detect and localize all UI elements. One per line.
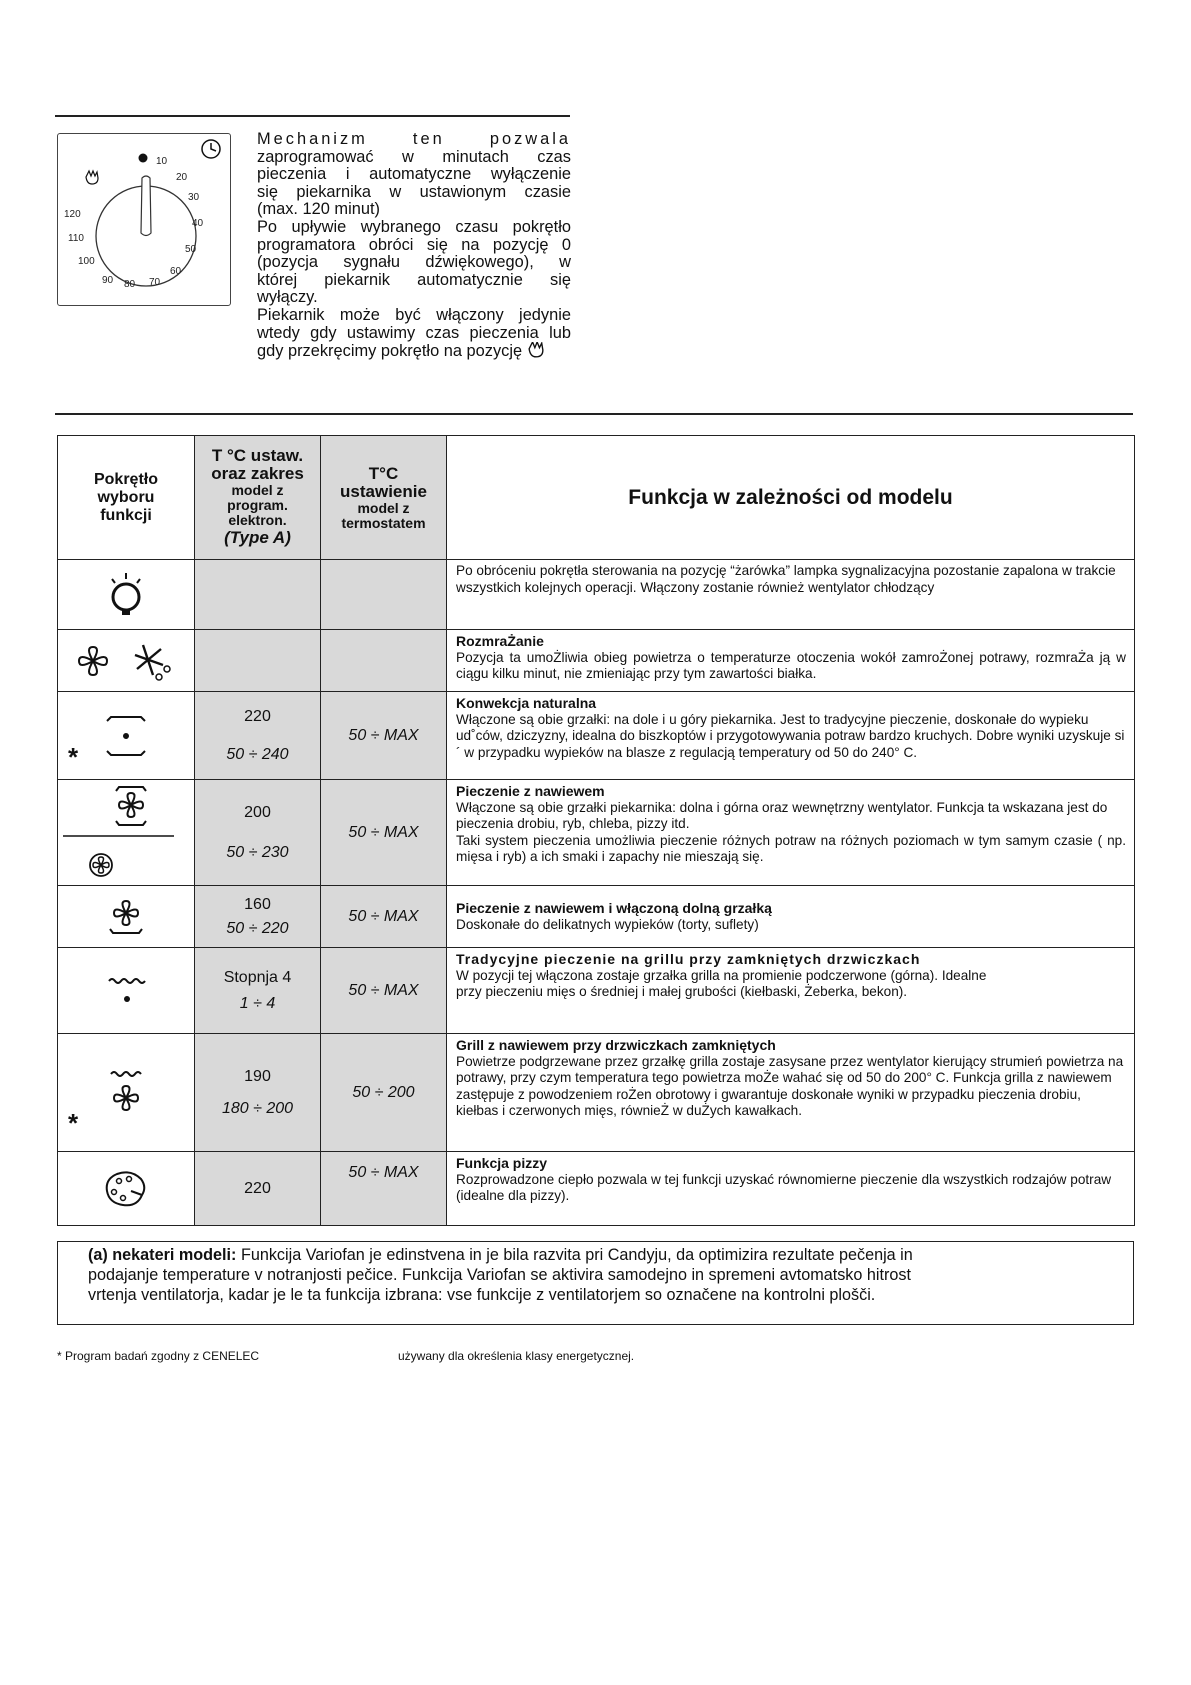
clock-icon [202,140,220,158]
default-temp: 220 [244,707,271,725]
temp-range: 50 ÷ 220 [226,919,289,937]
temp-cell [195,1034,321,1152]
thermo-cell [321,780,447,886]
variofan-note [57,1241,1134,1325]
knob-icon-cell [58,1152,195,1226]
temp-range: 50 ÷ 230 [226,843,289,861]
temp-range: 1 ÷ 4 [239,994,276,1012]
header-text: oraz zakres [211,464,304,483]
thermo-cell [321,948,447,1034]
temp-range: 180 ÷ 200 [221,1099,294,1117]
note-paragraph [88,1246,928,1305]
temp-cell [195,886,321,948]
energy-test-star: * [68,742,79,772]
dial-label: 60 [170,266,182,277]
temp-cell [195,948,321,1034]
description-cell [447,630,1135,692]
intro-line: wyłączy. [257,288,318,307]
description-text: Włączone są obie grzałki piekarnika: dolna i górna oraz wewnętrzny wentylator. Funkcja ta wskazana jest do pieczenia drobiu, ryb, chleba, pizzy itd. [456,799,1108,831]
header-text: termostatem [341,514,426,531]
header-text: Funkcja w zależności od modelu [628,485,953,509]
intro-line: się piekarnika w ustawionym czasie [257,182,571,201]
description-title: Konwekcja naturalna [456,695,597,711]
thermo-cell [321,1034,447,1152]
thermo-cell [321,1152,447,1226]
timer-dial-svg [58,134,230,305]
description-title: Funkcja pizzy [456,1155,548,1171]
intro-line: pieczenia i automatyczne wyłączenie [257,165,571,184]
description-text: Rozprowadzone ciepło pozwala w tej funkcji uzyskać równomierne pieczenie dla wszystkich rodzajów potraw (idealne dla pizzy). [456,1171,1112,1203]
description-title: Grill z nawiewem przy drzwiczkach zamkniętych [456,1037,776,1053]
table-row [58,1034,1135,1152]
dial-label: 30 [188,192,200,203]
intro-line [257,342,571,361]
thermo-range: 50 ÷ MAX [348,823,419,841]
dial-label: 20 [176,172,188,183]
description-title: Tradycyjne pieczenie na grillu przy zamkniętych drzwiczkach [456,951,921,967]
header-text: wyboru [97,488,155,506]
temp-cell [195,560,321,630]
header-text: ustawienie [340,481,427,501]
table-row [58,780,1135,886]
intro-line: programatora obróci się na pozycję 0 [257,235,571,254]
thermo-range: 50 ÷ MAX [348,981,419,999]
description-cell [447,1034,1135,1152]
pizza-icon [101,1167,151,1211]
table-row [58,692,1135,780]
knob-icon-cell [58,560,195,630]
dial-label: 70 [149,277,161,288]
footnote-left: * Program badań zgodny z CENELEC [57,1349,260,1363]
description-cell [447,780,1135,886]
header-knob [58,436,195,560]
description-title: RozmraŻanie [456,633,544,649]
thermo-cell [321,886,447,948]
knob-icon-cell [58,1034,195,1152]
dial-label: 90 [102,275,114,286]
dial-label: 120 [64,209,81,220]
energy-test-star: * [68,1108,79,1138]
description-cell [447,692,1135,780]
snowflake-drop-icon [135,645,170,680]
thermo-range: 50 ÷ MAX [348,726,419,744]
header-text: program. [227,497,288,513]
knob-icon-cell [58,886,195,948]
intro-line: zaprogramować w minutach czas [257,147,571,166]
description-cell [447,560,1135,630]
temp-cell [195,1152,321,1226]
dial-label: 110 [68,233,84,244]
description-cell [447,886,1135,948]
thermo-range: 50 ÷ MAX [348,907,419,925]
hand-icon [527,342,545,358]
description-text: Włączone są obie grzałki: na dole i u góry piekarnika. Jest to tradycyjne pieczenie, doskonałe do wypieku ud˚ców, dziczyzny, idealna do biszkoptów i przygotowywania potraw bardzo kruchych. Dobre wyniki uzyskuje si´ w przypadku wypieków na blasze z regulacją temperatury od 50 do 240° C. [456,711,1125,760]
intro-line: wtedy gdy ustawimy czas pieczenia lub [257,323,571,342]
temp-cell [195,780,321,886]
description-text: Po obróceniu pokrętła sterowania na pozycję “żarówka” lampka sygnalizacyjna pozostanie zapalona w trakcie wszystkich kolejnych operacji. Włączony zostanie również wentylator chłodzący [456,563,1116,595]
section-rule [55,413,1133,415]
temp-range: 50 ÷ 240 [226,745,289,763]
intro-line: Po upływie wybranego czasu pokrętło [257,217,571,236]
intro-line: Piekarnik może być włączony jedynie [257,305,571,324]
header-text: model z [357,499,410,516]
fan-bottom-heat-icon [101,895,151,939]
thermo-range: 50 ÷ 200 [352,1083,415,1101]
header-text: T°C [368,463,399,483]
timer-dial-illustration [57,133,231,306]
dial-label: 40 [192,218,204,229]
temp-cell [195,630,321,692]
intro-line-text: gdy przekręcimy pokrętło na pozycję [257,342,523,361]
intro-line: Mechanizm ten pozwala [257,130,571,148]
description-cell [447,948,1135,1034]
dial-label: 100 [78,256,95,267]
fan-icon [79,647,107,675]
description-cell [447,1152,1135,1226]
table-row [58,630,1135,692]
thermo-range: 50 ÷ MAX [348,1164,419,1181]
thermo-cell [321,560,447,630]
description-title: Pieczenie z nawiewem [456,783,605,799]
default-temp: 200 [244,803,271,821]
description-text: Doskonałe do delikatnych wypieków (torty, suflety) [456,916,759,932]
header-temp-thermostat [321,436,447,560]
header-text: funkcji [100,506,152,524]
description-text: Powietrze podgrzewane przez grzałkę grilla zostaje zasysane przez wentylator kierujący strumień powietrza na potrawy, przy czym temperatura tego powietrza moŻe wahać się od 50 do 200° C. Funkcja grilla z nawiewem zastępuje z powodzeniem roŻen obrotowy i gwarantuje doskonałe wyniki w przypadku pieczenia drobiu, kiełbas i czerwonych mięs, równieŻ w duŻych kawałkach. [456,1053,1124,1118]
description-title: Pieczenie z nawiewem i włączoną dolną grzałką [456,900,772,916]
table-row [58,1152,1135,1226]
header-text: model z [231,482,284,498]
table-row [58,886,1135,948]
temp-cell [195,692,321,780]
fan-grill-icon [101,1066,151,1120]
intro-line: (max. 120 minut) [257,200,380,219]
dial-label: 50 [185,244,197,255]
grill-icon [101,971,151,1011]
functions-table [57,435,1135,1226]
top-rule [55,115,570,117]
note-text: Funkcija Variofan je edinstvena in je bila razvita pri Candyju, da optimizira rezultate pečenja in podajanje temperature v notranjosti pečice. Funkcija Variofan se aktivira samodejno in spremeni avtomatsko hitrost vrtenja ventilatorja, kadar je le ta funkcija izbrana: vse funkcije z ventilatorjem so označene na kontrolni plošči. [88,1246,913,1304]
knob-icon-cell [58,630,195,692]
default-temp: 220 [244,1179,271,1197]
intro-line: której piekarnik automatycznie się [257,270,571,289]
description-text: Taki system pieczenia umożliwia pieczenie różnych potraw na różnych poziomach w tym samym czasie ( np. mięsa i ryb) a ich smaki i zapachy nie mieszają się. [456,832,1126,864]
header-text: elektron. [228,512,287,528]
intro-text [257,131,571,361]
zero-dot-icon [139,154,148,163]
knob-icon-cell [58,780,195,886]
knob-icon-cell [58,948,195,1034]
footnote-right: używany dla określenia klasy energetycznej. [398,1349,635,1363]
thermo-cell [321,630,447,692]
dial-label: 10 [156,156,168,167]
table-row [58,948,1135,1034]
hand-icon [86,171,98,184]
default-temp: 190 [244,1067,271,1085]
note-label: (a) nekateri modeli: [88,1246,237,1264]
header-text: Pokrętło [93,470,158,488]
header-temp-electronic [195,436,321,560]
table-row [58,560,1135,630]
header-function [447,436,1135,560]
header-text: (Type A) [224,528,291,547]
lamp-icon [104,569,148,621]
fan-heat-icon [61,783,191,883]
description-text: W pozycji tej włączona zostaje grzałka grilla na promienie podczerwone (górna). Idealne przy pieczeniu mięs o średniej i małej grubości (kiełbaski, Żeberka, bekon). [456,967,987,999]
table-header-row [58,436,1135,560]
header-text: T °C ustaw. [211,446,304,465]
default-temp: 160 [244,895,271,913]
thermo-cell [321,692,447,780]
intro-line: (pozycja sygnału dźwiękowego), w [257,253,571,272]
knob-icon-cell [58,692,195,780]
defrost-icon [71,639,181,683]
dial-label: 80 [124,279,136,290]
default-temp: Stopnja 4 [223,968,292,986]
top-bottom-heat-icon [101,711,151,761]
description-text: Pozycja ta umoŻliwia obieg powietrza o temperaturze otoczenia wokół zamroŻonej potrawy, rozmraŻa ją w ciągu kilku minut, nie zmieniając przy tym zawartości białka. [456,649,1126,681]
